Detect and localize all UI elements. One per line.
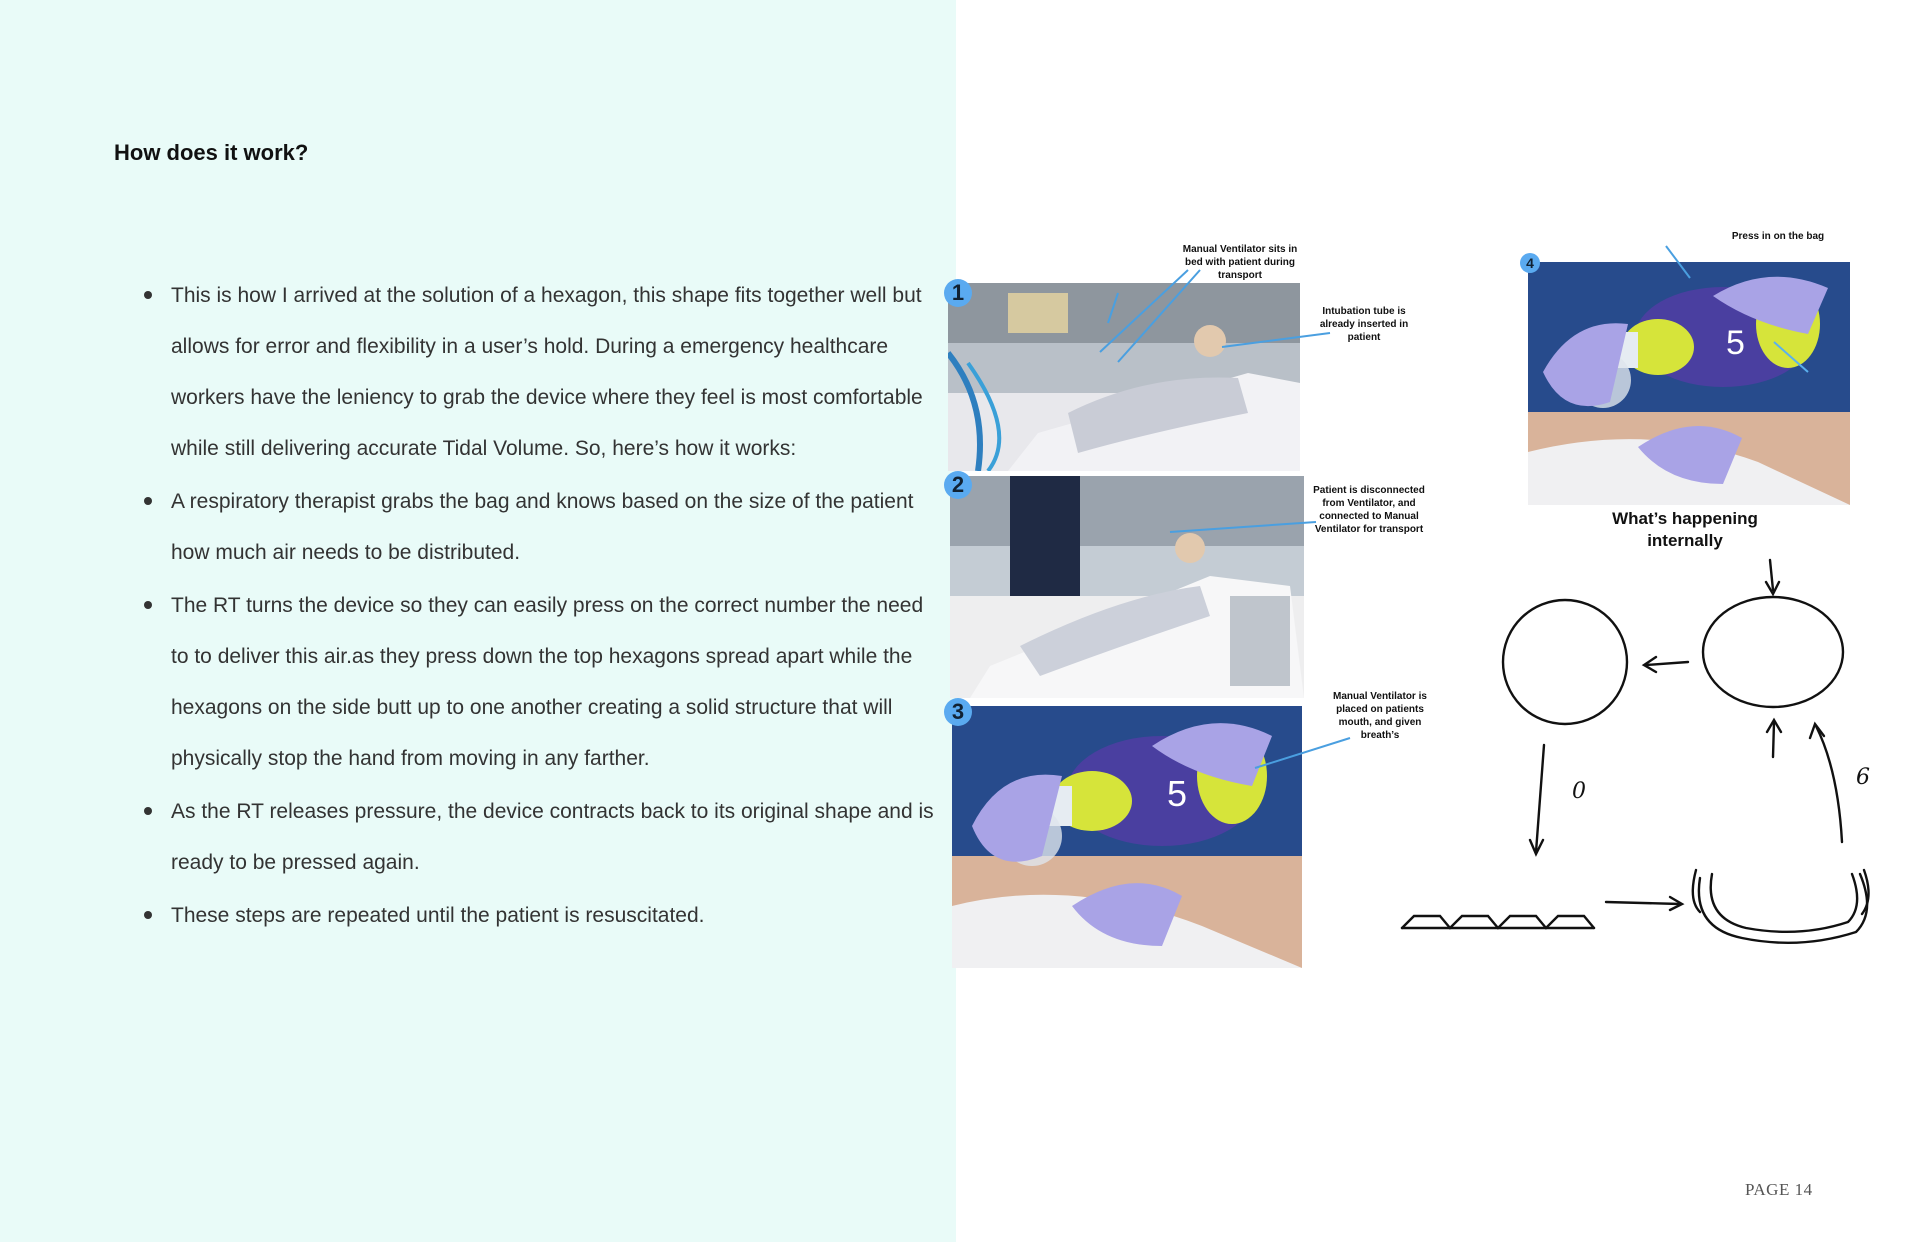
annotation-ventilator-in-bed: Manual Ventilator sits in bed with patient during transport xyxy=(1182,244,1298,281)
list-item-text: As the RT releases pressure, the device contracts back to its original shape and is ready to be pressed again. xyxy=(171,800,934,874)
sketch-mark-6: 6 xyxy=(1856,765,1870,790)
annotation-disconnected: Patient is disconnected from Ventilator, and connected to Manual Ventilator for transport xyxy=(1313,485,1425,535)
annotation-press-bag: Press in on the bag xyxy=(1731,231,1825,242)
list-item-text: The RT turns the device so they can easily press on the correct number the need to to deliver this air.as they press down the top hexagons spread apart while the hexagons on the side butt up to one another creating a solid structure that will physically stop the hand from moving in any farther. xyxy=(171,594,924,770)
page-number: PAGE 14 xyxy=(1745,1180,1813,1199)
annotation-intubation-tube: Intubation tube is already inserted in patient xyxy=(1319,306,1409,343)
annotation-placed-on-mouth: Manual Ventilator is placed on patients mouth, and given breath’s xyxy=(1333,691,1427,741)
step-badge-2: 2 xyxy=(944,471,972,499)
step-badge-4: 4 xyxy=(1520,253,1540,273)
list-item-text: This is how I arrived at the solution of a hexagon, this shape fits together well but allows for error and flexibility in a user’s hold. During a emergency healthcare workers have the leniency to grab the device where they feel is most comfortable while still delivering accurate Tidal Volume. So, here’s how it works: xyxy=(171,284,923,460)
step-badge-3: 3 xyxy=(944,698,972,726)
list-item-text: A respiratory therapist grabs the bag and knows based on the size of the patient how much air needs to be distributed. xyxy=(171,490,914,564)
step-badge-1: 1 xyxy=(944,279,972,307)
page-heading: How does it work? xyxy=(114,140,309,165)
list-item-text: These steps are repeated until the patient is resuscitated. xyxy=(171,904,705,927)
sketch-mark-0: 0 xyxy=(1572,779,1586,804)
device-number-label: 5 xyxy=(1167,773,1188,814)
sketch-title: What’s happening internally xyxy=(1612,509,1758,550)
device-number-label: 5 xyxy=(1726,324,1745,362)
